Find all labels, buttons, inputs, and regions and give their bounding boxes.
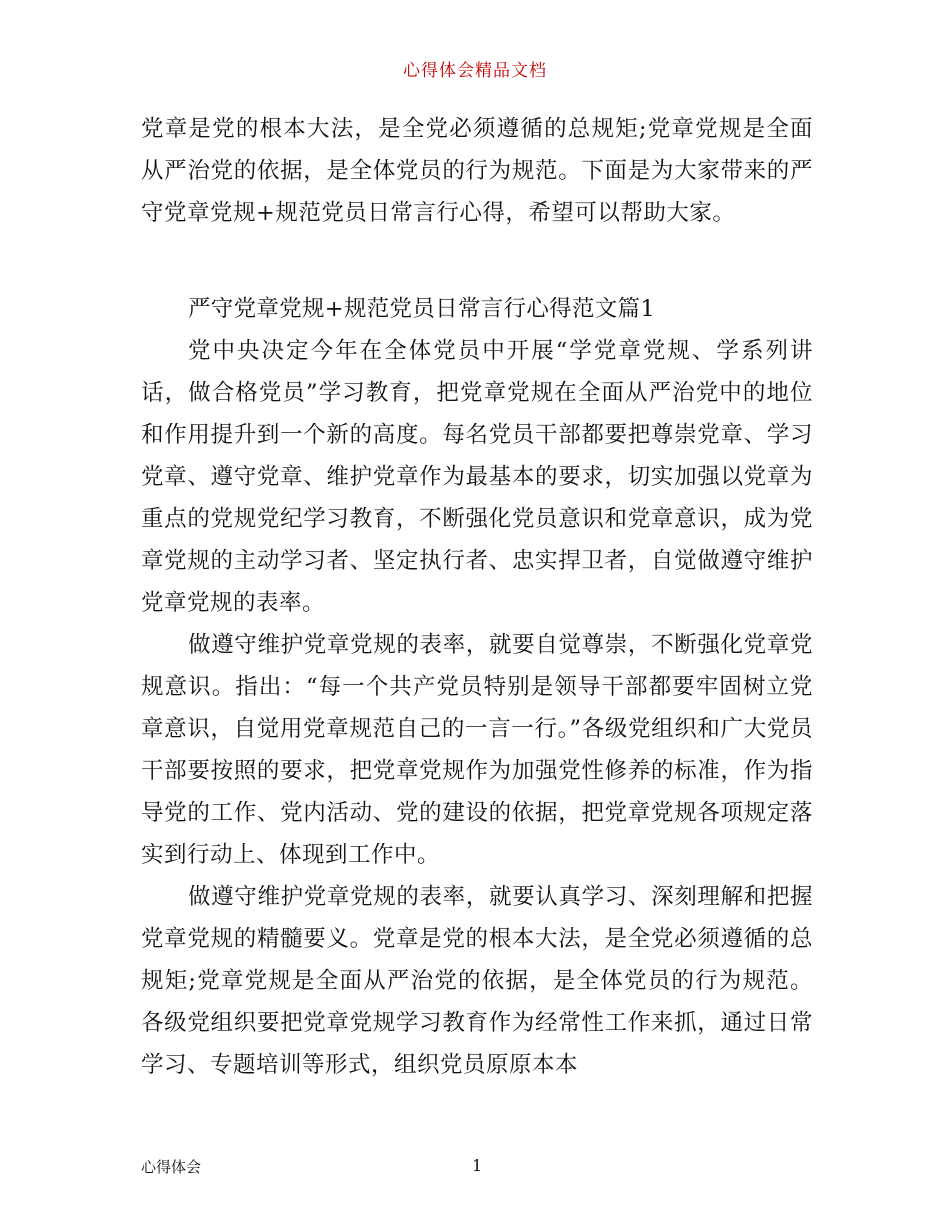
footer-page-number: 1	[472, 1156, 483, 1175]
intro-paragraph: 党章是党的根本大法，是全党必须遵循的总规矩;党章党规是全面从严治党的依据，是全体党员的行为规范。下面是为大家带来的严守党章党规+规范党员日常言行心得，希望可以帮助大家。	[141, 116, 813, 226]
footer-label: 心得体会	[141, 1158, 202, 1176]
page-footer	[141, 1156, 813, 1180]
document-body	[141, 108, 813, 1086]
body-paragraph-2: 做遵守维护党章党规的表率，就要自觉尊崇，不断强化党章党规意识。指出：“每一个共产党员特别是领导干部都要牢固树立党章意识，自觉用党章规范自己的一言一行。”各级党组织和广大党员干部要按照的要求，把党章党规作为加强党性修养的标准，作为指导党的工作、党内活动、党的建设的依据，把党章党规各项规定落实到行动上、体现到工作中。	[141, 632, 813, 868]
section-title: 严守党章党规+规范党员日常言行心得范文篇1	[188, 296, 655, 322]
body-paragraph-3: 做遵守维护党章党规的表率，就要认真学习、深刻理解和把握党章党规的精髓要义。党章是党的根本大法，是全党必须遵循的总规矩;党章党规是全面从严治党的依据，是全体党员的行为规范。各级党组织要把党章党规学习教育作为经常性工作来抓，通过日常学习、专题培训等形式，组织党员原原本本	[141, 884, 813, 1078]
body-paragraph-1: 党中央决定今年在全体党员中开展“学党章党规、学系列讲话，做合格党员”学习教育，把党章党规在全面从严治党中的地位和作用提升到一个新的高度。每名党员干部都要把尊崇党章、学习党章、遵守党章、维护党章作为最基本的要求，切实加强以党章为重点的党规党纪学习教育，不断强化党员意识和党章意识，成为党章党规的主动学习者、坚定执行者、忠实捍卫者，自觉做遵守维护党章党规的表率。	[141, 338, 813, 616]
page-header-title: 心得体会精品文档	[403, 61, 547, 81]
